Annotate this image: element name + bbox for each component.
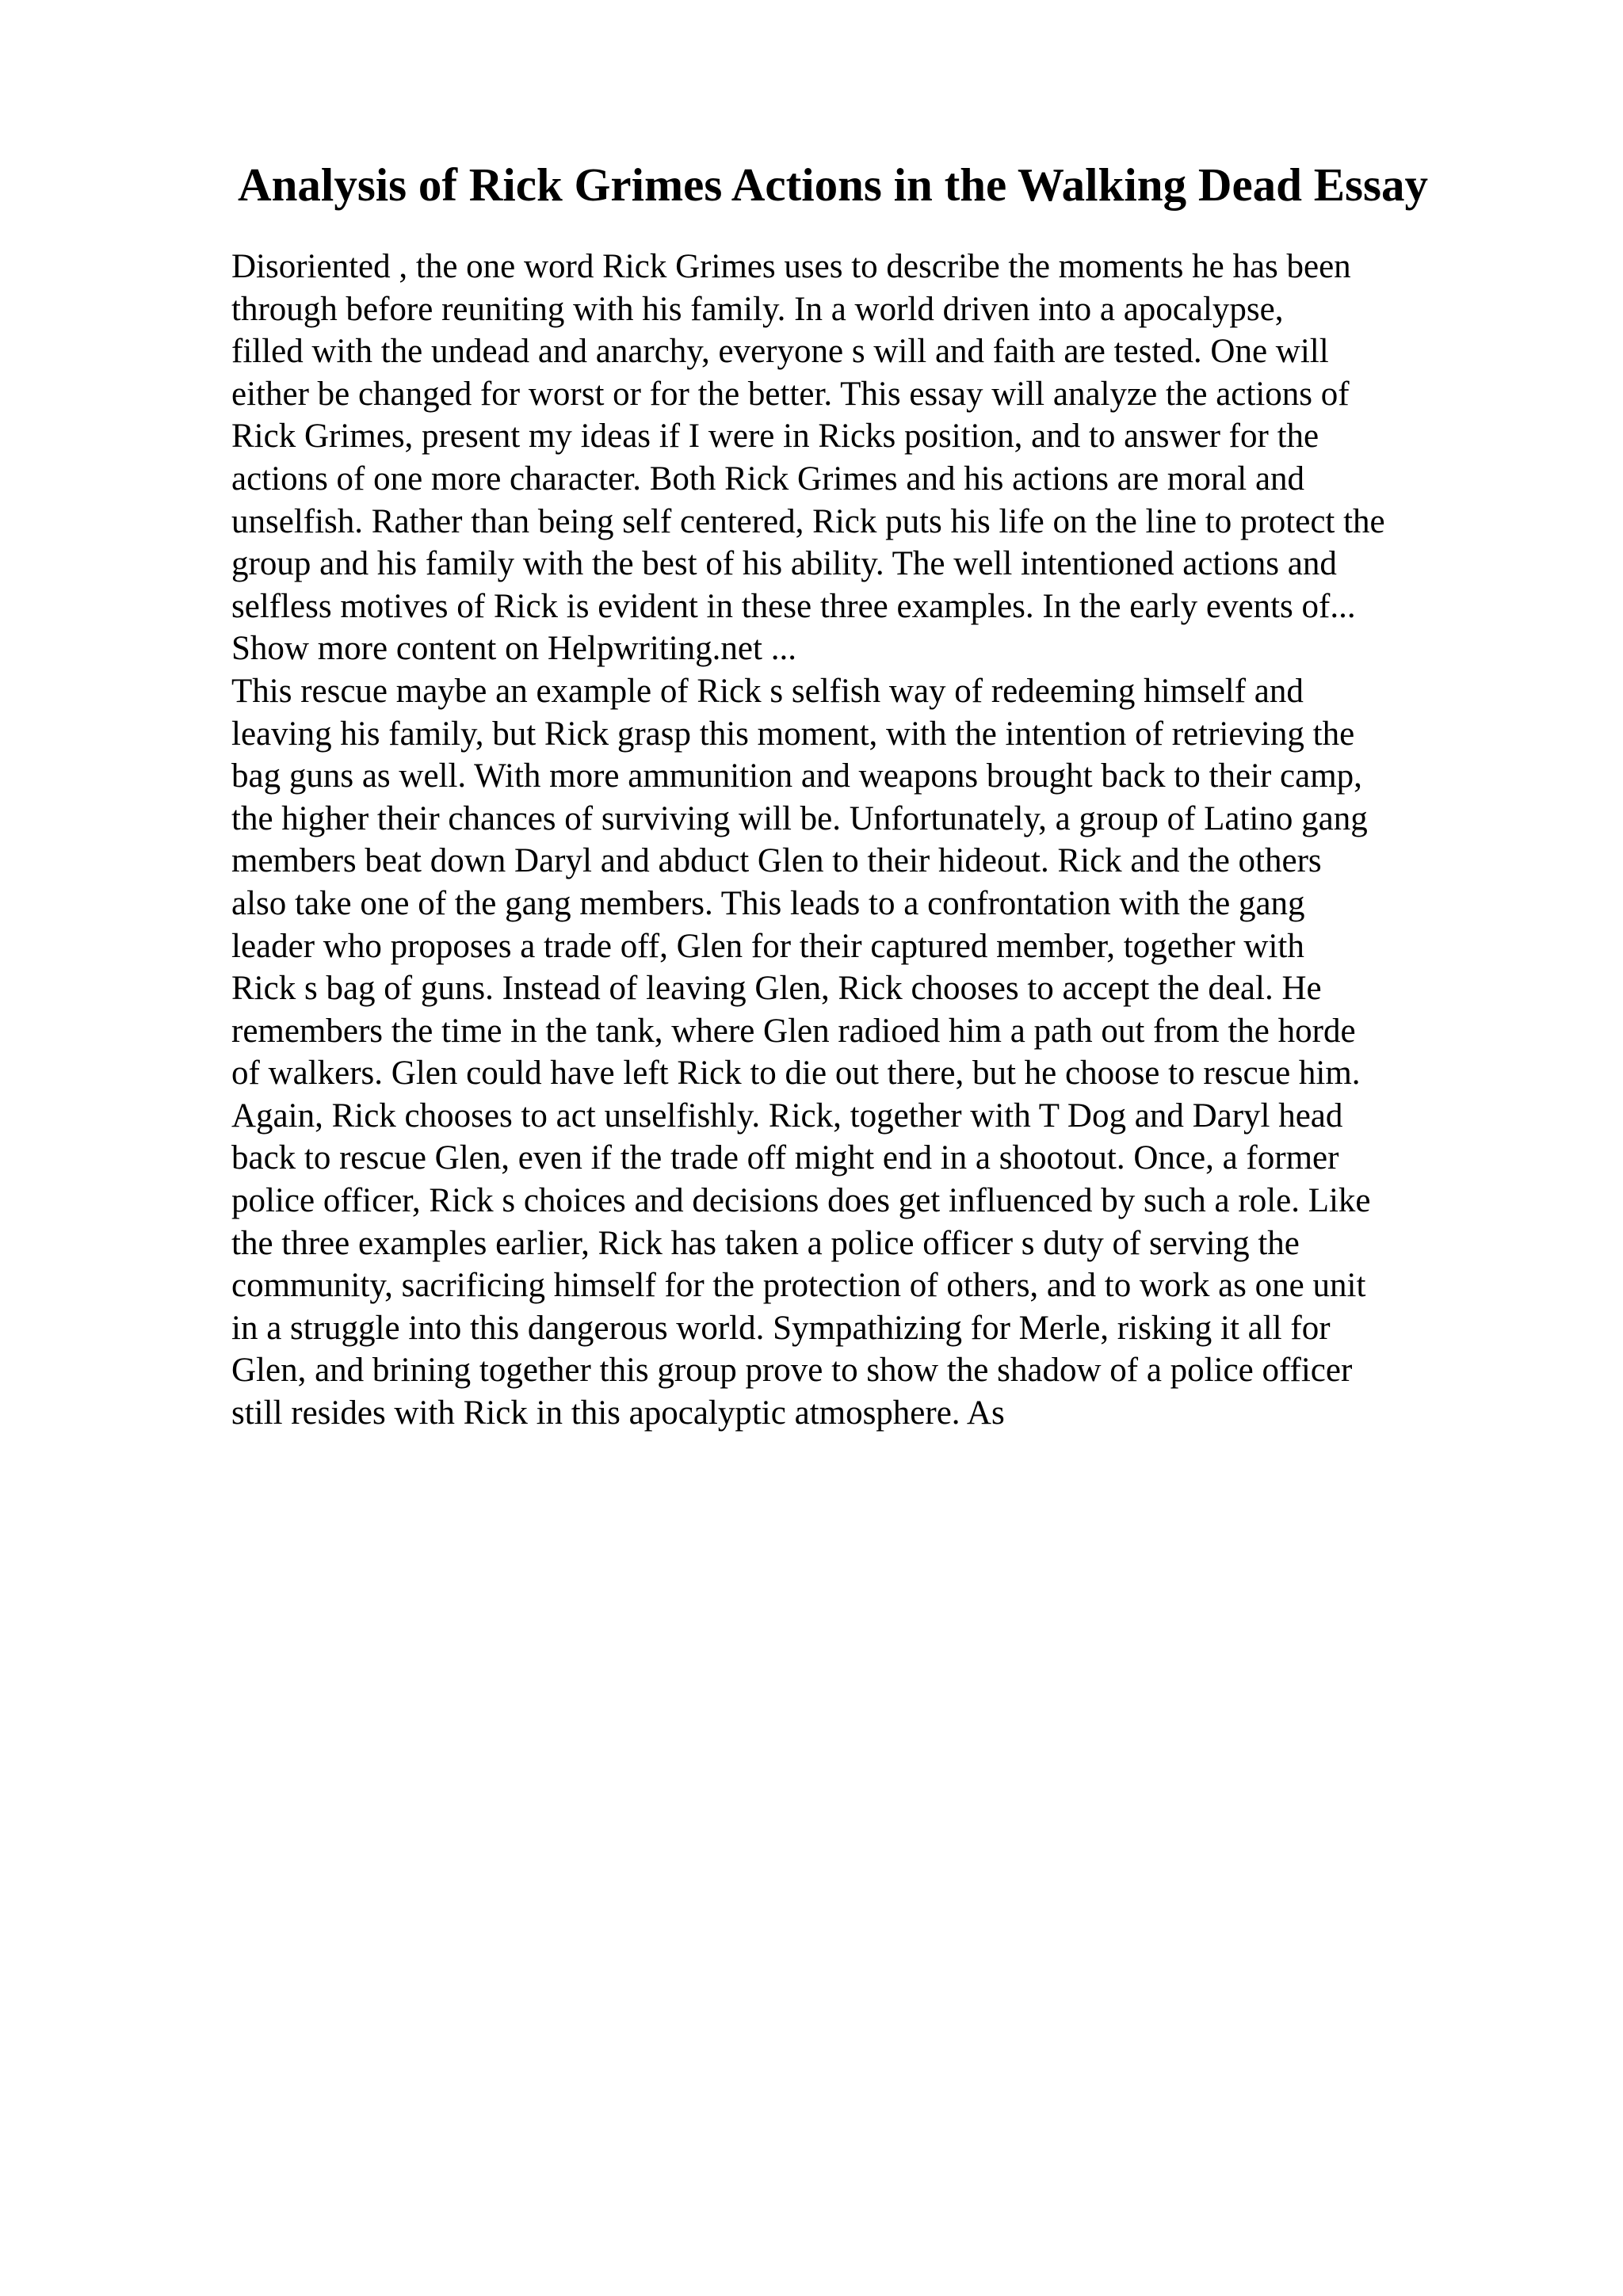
text-line: bag guns as well. With more ammunition and weapons brought back to their camp,	[231, 757, 1362, 795]
text-line: members beat down Daryl and abduct Glen to their hideout. Rick and the others	[231, 842, 1322, 880]
show-more-line: Show more content on Helpwriting.net ...	[231, 630, 796, 668]
text-line: community, sacrificing himself for the protection of others, and to work as one unit	[231, 1267, 1366, 1305]
essay-body	[231, 246, 1610, 1435]
text-line: Rick s bag of guns. Instead of leaving Glen, Rick chooses to accept the deal. He	[231, 970, 1322, 1008]
text-line: Disoriented , the one word Rick Grimes uses to describe the moments he has been	[231, 248, 1351, 285]
text-line: group and his family with the best of his ability. The well intentioned actions and	[231, 545, 1337, 583]
text-line: actions of one more character. Both Rick Grimes and his actions are moral and	[231, 460, 1305, 498]
text-line: through before reuniting with his family. In a world driven into a apocalypse,	[231, 290, 1284, 328]
text-line: unselfish. Rather than being self centered, Rick puts his life on the line to protect the	[231, 502, 1385, 540]
text-line: the higher their chances of surviving will be. Unfortunately, a group of Latino gang	[231, 799, 1368, 837]
essay-title: Analysis of Rick Grimes Actions in the Walking Dead Essay	[238, 158, 1428, 211]
text-line: remembers the time in the tank, where Glen radioed him a path out from the horde	[231, 1012, 1356, 1050]
text-line: police officer, Rick s choices and decisions does get influenced by such a role. Like	[231, 1182, 1371, 1220]
text-line: still resides with Rick in this apocalyptic atmosphere. As	[231, 1394, 1005, 1432]
text-line: selfless motives of Rick is evident in these three examples. In the early events of...	[231, 587, 1356, 625]
text-line: leader who proposes a trade off, Glen for their captured member, together with	[231, 927, 1304, 965]
text-line: back to rescue Glen, even if the trade off might end in a shootout. Once, a former	[231, 1139, 1339, 1177]
text-line: This rescue maybe an example of Rick s selfish way of redeeming himself and	[231, 672, 1304, 710]
text-line: in a struggle into this dangerous world. Sympathizing for Merle, risking it all for	[231, 1309, 1331, 1347]
text-line: either be changed for worst or for the better. This essay will analyze the actions of	[231, 375, 1350, 413]
text-line: also take one of the gang members. This leads to a confrontation with the gang	[231, 884, 1305, 922]
paragraph-1	[231, 246, 1610, 670]
text-line: filled with the undead and anarchy, everyone s will and faith are tested. One will	[231, 333, 1329, 371]
paragraph-2	[231, 670, 1610, 1435]
text-line: leaving his family, but Rick grasp this moment, with the intention of retrieving the	[231, 715, 1355, 753]
text-line: of walkers. Glen could have left Rick to die out there, but he choose to rescue him.	[231, 1055, 1361, 1093]
text-line: Again, Rick chooses to act unselfishly. Rick, together with T Dog and Daryl head	[231, 1097, 1343, 1135]
text-line: Rick Grimes, present my ideas if I were in Ricks position, and to answer for the	[231, 418, 1319, 456]
text-line: the three examples earlier, Rick has taken a police officer s duty of serving the	[231, 1224, 1300, 1262]
text-line: Glen, and brining together this group prove to show the shadow of a police officer	[231, 1352, 1353, 1390]
